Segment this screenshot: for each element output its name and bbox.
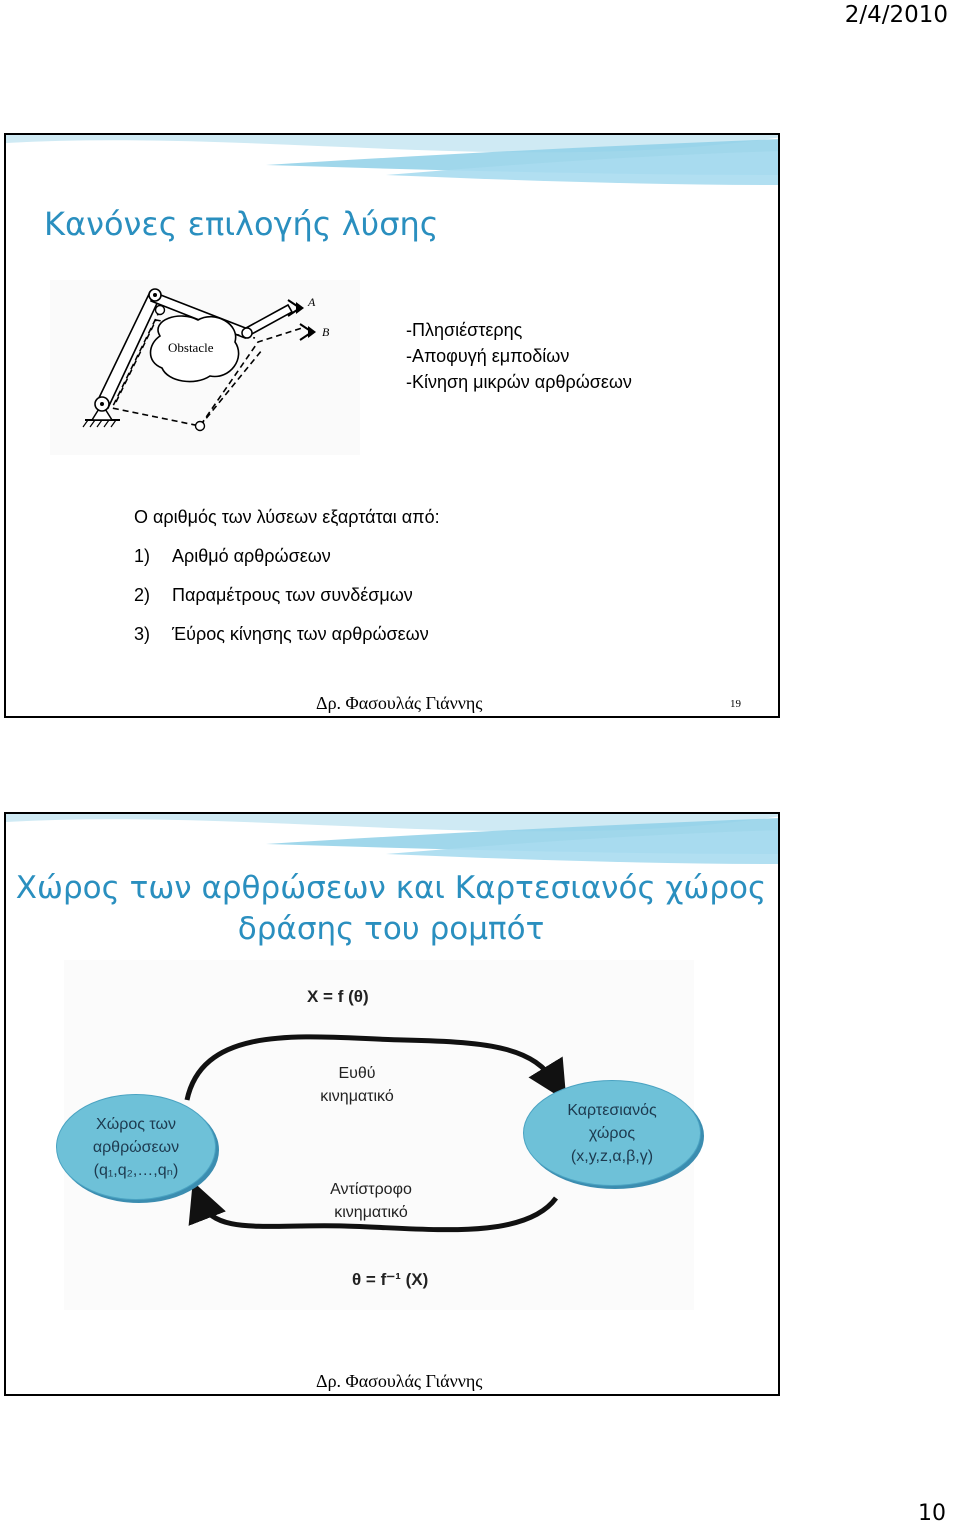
obstacle-label: Obstacle [168, 340, 214, 355]
list-item: 2) Παραμέτρους των συνδέσμων [134, 585, 413, 605]
inverse-formula: θ = f⁻¹ (X) [352, 1270, 429, 1289]
list-item: 1) Αριθμό αρθρώσεων [134, 546, 331, 566]
joint-space-node: Χώρος των αρθρώσεων (q₁,q₂,…,qₙ) [56, 1094, 216, 1200]
kinematics-diagram [64, 960, 694, 1310]
header-swoosh [6, 814, 780, 874]
slide-title: Κανόνες επιλογής λύσης [44, 205, 439, 243]
cartesian-space-node: Καρτεσιανός χώρος (x,y,z,α,β,γ) [523, 1080, 701, 1186]
criterion-item: -Κίνηση μικρών αρθρώσεων [406, 372, 632, 392]
criterion-item: -Αποφυγή εμποδίων [406, 346, 570, 366]
slide-title-line: δράσης του ρομπότ [237, 911, 545, 947]
selection-criteria-list [406, 317, 632, 395]
author-footer: Δρ. Φασουλάς Γιάννης [316, 693, 483, 713]
list-item: 3) Έύρος κίνησης των αρθρώσεων [134, 624, 429, 644]
page-number: 10 [918, 1501, 946, 1526]
slide-19 [4, 133, 780, 718]
forward-formula: X = f (θ) [307, 987, 369, 1006]
solution-count-section [134, 507, 440, 663]
slide-title [6, 868, 776, 950]
slide-title-line: Χώρος των αρθρώσεων και Καρτεσιανός χώρος [15, 870, 767, 906]
inverse-kinematics-label: Αντίστροφο κινηματικό [330, 1181, 412, 1221]
point-b-label: B [322, 325, 330, 339]
robot-obstacle-figure [50, 280, 360, 455]
author-footer: Δρ. Φασουλάς Γιάννης [316, 1371, 483, 1391]
section-heading: Ο αριθμός των λύσεων εξαρτάται από: [134, 507, 440, 527]
slide-20 [4, 812, 780, 1396]
criterion-item: -Πλησιέστερης [406, 320, 523, 340]
point-a-label: A [308, 295, 316, 309]
slide-number: 19 [730, 698, 741, 710]
page-date: 2/4/2010 [844, 2, 948, 28]
forward-kinematics-label: Ευθύ κινηματικό [320, 1065, 394, 1105]
header-swoosh [6, 135, 780, 195]
